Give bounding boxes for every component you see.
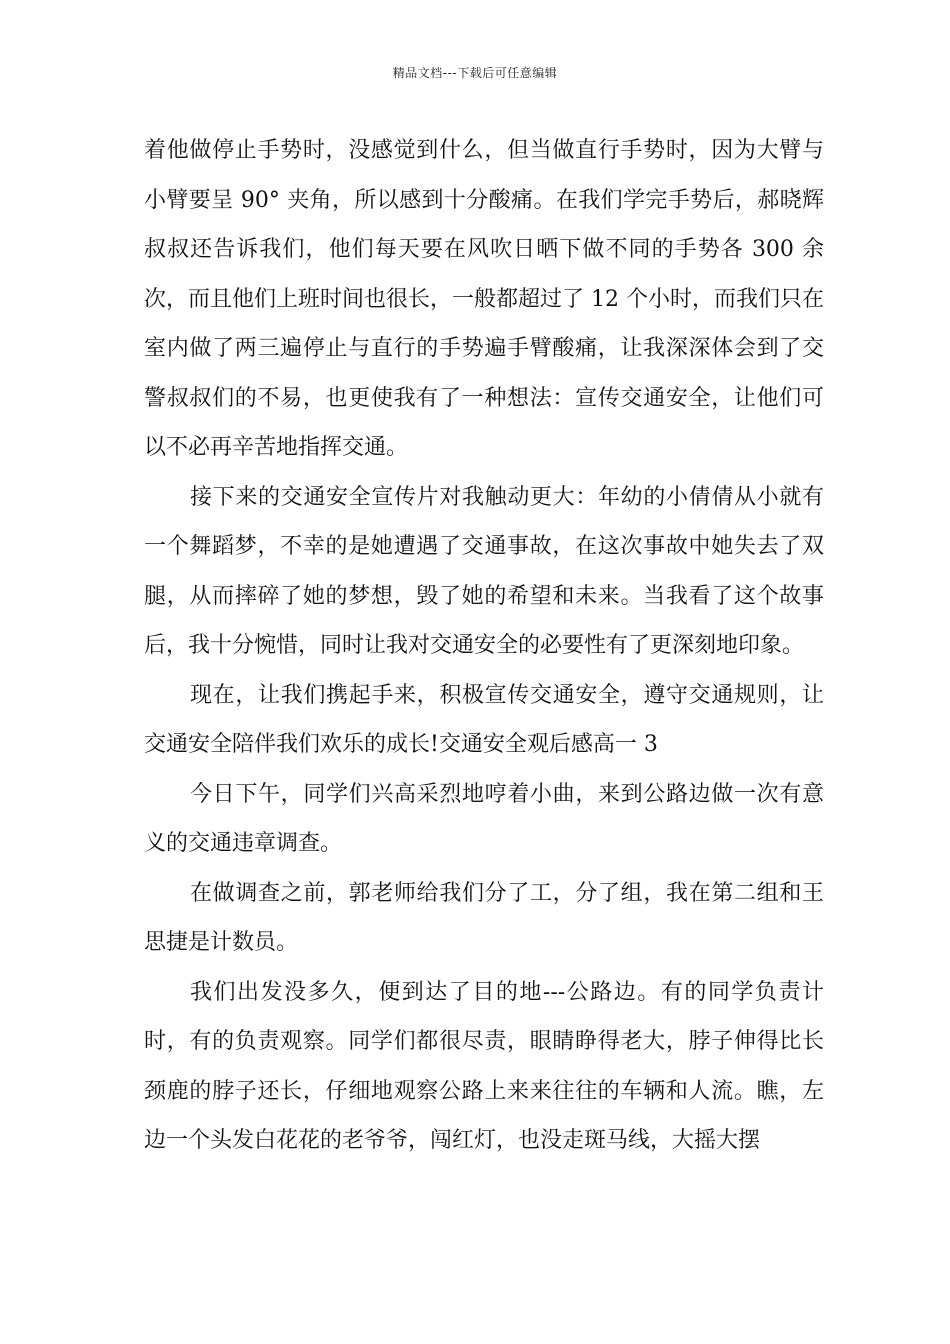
page-header: 精品文档---下载后可任意编辑 xyxy=(392,66,558,80)
paragraph-2: 接下来的交通安全宣传片对我触动更大：年幼的小倩倩从小就有一个舞蹈梦，不幸的是她遭遇了交通事故，在这次事故中她失去了双腿，从而摔碎了她的梦想，毁了她的希望和未来。当我看了这个故事后，我十分惋惜，同时让我对交通安全的必要性有了更深刻地印象。 xyxy=(144,484,824,658)
paragraph-3: 现在，让我们携起手来，积极宣传交通安全，遵守交通规则，让交通安全陪伴我们欢乐的成长!交通安全观后感高一 3 xyxy=(144,682,824,757)
paragraph-4: 今日下午，同学们兴高采烈地哼着小曲，来到公路边做一次有意义的交通违章调查。 xyxy=(144,781,824,856)
document-body xyxy=(144,126,824,1166)
paragraph-1: 着他做停止手势时，没感觉到什么，但当做直行手势时，因为大臂与小臂要呈 90° 夹角，所以感到十分酸痛。在我们学完手势后，郝晓辉叔叔还告诉我们，他们每天要在风吹日晒下做不同的手势各 300 余次，而且他们上班时间也很长，一般都超过了 12 个小时，而我们只在室内做了两三遍停止与直行的手势遍手臂酸痛，让我深深体会到了交警叔叔们的不易，也更使我有了一种想法：宣传交通安全，让他们可以不必再辛苦地指挥交通。 xyxy=(144,138,824,460)
paragraph-6: 我们出发没多久，便到达了目的地---公路边。有的同学负责计时，有的负责观察。同学们都很尽责，眼睛睁得老大，脖子伸得比长颈鹿的脖子还长，仔细地观察公路上来来往往的车辆和人流。瞧，左边一个头发白花花的老爷爷，闯红灯，也没走斑马线，大摇大摆 xyxy=(144,979,824,1153)
paragraph-5: 在做调查之前，郭老师给我们分了工，分了组，我在第二组和王思捷是计数员。 xyxy=(144,880,824,955)
